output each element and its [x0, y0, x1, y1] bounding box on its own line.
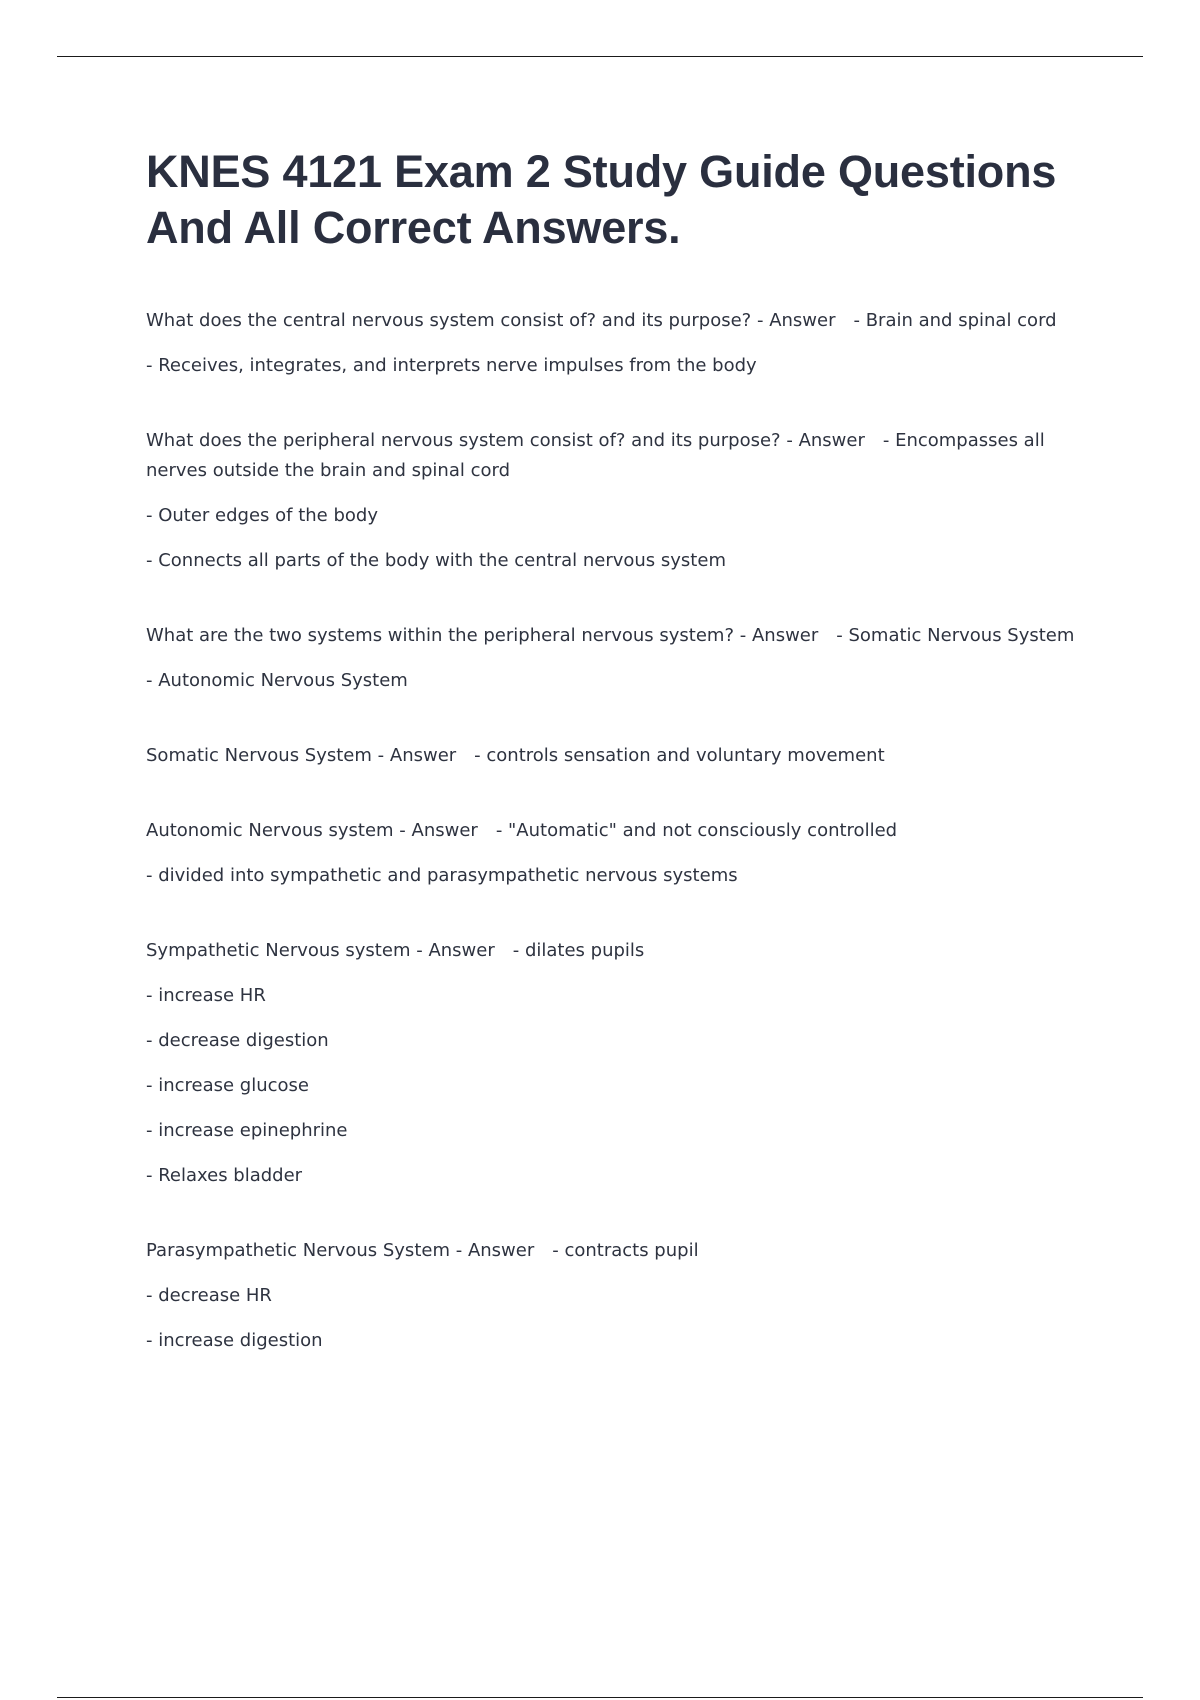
answer-label: Answer — [467, 1240, 535, 1261]
qa-block — [146, 936, 1086, 1191]
answer-label: Answer — [798, 430, 865, 451]
qa-block — [146, 741, 1086, 771]
question-text: Somatic Nervous System - — [146, 745, 385, 766]
answer-item: - Relaxes bladder — [146, 1165, 303, 1186]
question-text: Parasympathetic Nervous System - — [146, 1240, 463, 1261]
answer-item: - Outer edges of the body — [146, 505, 378, 526]
answer-item: - decrease digestion — [146, 1030, 329, 1051]
answer-item: - Autonomic Nervous System — [146, 670, 408, 691]
qa-block — [146, 1236, 1086, 1356]
question-text: What does the central nervous system consist of? and its purpose? - — [146, 310, 764, 331]
question-line — [146, 306, 1086, 336]
answer-item: - increase epinephrine — [146, 1120, 348, 1141]
answer-text: - Somatic Nervous System — [836, 625, 1075, 646]
answer-label: Answer — [751, 625, 819, 646]
question-text: Autonomic Nervous system - — [146, 820, 406, 841]
answer-text: - Encompasses all nerves outside the brain and spinal cord — [146, 430, 1045, 481]
question-line — [146, 1236, 1086, 1266]
bottom-rule — [57, 1697, 1143, 1698]
answer-item: - increase glucose — [146, 1075, 310, 1096]
answer-text: - controls sensation and voluntary movement — [474, 745, 885, 766]
document-body — [146, 144, 1086, 1401]
question-text: What does the peripheral nervous system consist of? and its purpose? - — [146, 430, 793, 451]
answer-item: - divided into sympathetic and parasympathetic nervous systems — [146, 865, 738, 886]
answer-text: - contracts pupil — [552, 1240, 699, 1261]
answer-label: Answer — [428, 940, 495, 961]
answer-item: - Connects all parts of the body with the central nervous system — [146, 550, 726, 571]
answer-item: - increase HR — [146, 985, 266, 1006]
question-text: What are the two systems within the peripheral nervous system? - — [146, 625, 747, 646]
question-line — [146, 621, 1086, 651]
question-line — [146, 816, 1086, 846]
answer-text: - dilates pupils — [512, 940, 645, 961]
answer-label: Answer — [411, 820, 478, 841]
qa-block — [146, 816, 1086, 891]
question-line — [146, 936, 1086, 966]
question-line — [146, 741, 1086, 771]
answer-label: Answer — [389, 745, 457, 766]
qa-block — [146, 621, 1086, 696]
question-line — [146, 426, 1086, 486]
top-rule — [57, 56, 1143, 57]
answer-item: - increase digestion — [146, 1330, 323, 1351]
document-title: KNES 4121 Exam 2 Study Guide Questions And All Correct Answers. — [146, 146, 1057, 253]
answer-label: Answer — [769, 310, 836, 331]
qa-block — [146, 426, 1086, 576]
answer-item: - Receives, integrates, and interprets nerve impulses from the body — [146, 355, 757, 376]
answer-text: - "Automatic" and not consciously controlled — [495, 820, 898, 841]
question-text: Sympathetic Nervous system - — [146, 940, 423, 961]
qa-block — [146, 306, 1086, 381]
answer-text: - Brain and spinal cord — [853, 310, 1057, 331]
answer-item: - decrease HR — [146, 1285, 272, 1306]
